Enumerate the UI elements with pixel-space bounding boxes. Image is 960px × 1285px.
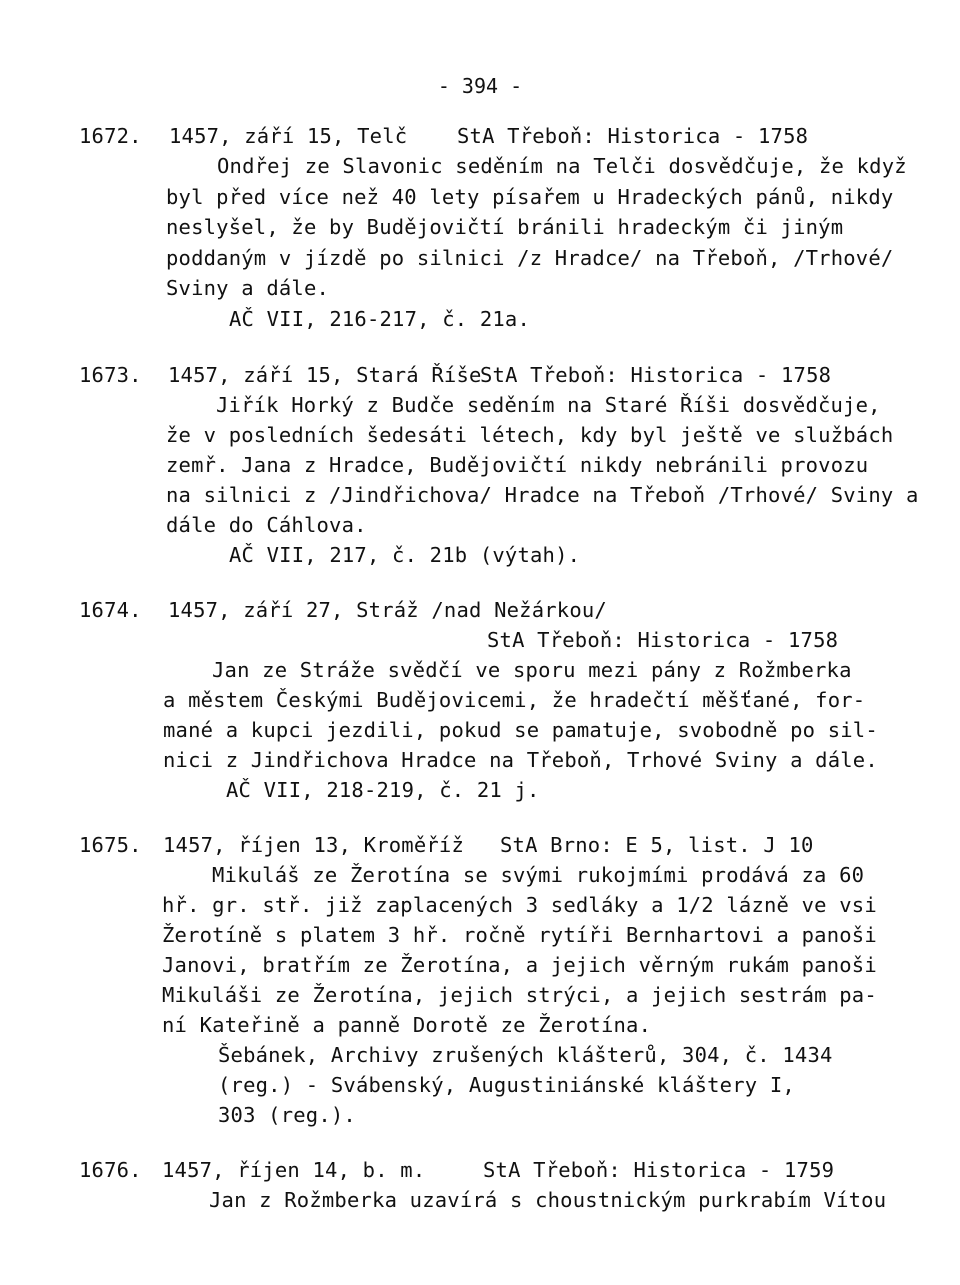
entry-1675-archive: StA Brno: E 5, list. J 10 bbox=[500, 833, 814, 857]
entry-1672-header: 1457, září 15, Telč bbox=[169, 124, 408, 148]
entry-1673-reference: AČ VII, 217, č. 21b (výtah). bbox=[229, 543, 581, 567]
entry-1674-number: 1674. bbox=[79, 598, 142, 622]
entry-1672-body-line: neslyšel, že by Budějovičtí bránili hradeckým či jiným bbox=[166, 215, 844, 239]
entry-1673-header: 1457, září 15, Stará Říše bbox=[168, 363, 482, 387]
entry-1673-body-line: zemř. Jana z Hradce, Budějovičtí nikdy nebránili provozu bbox=[166, 453, 869, 477]
entry-1673-archive: StA Třeboň: Historica - 1758 bbox=[480, 363, 832, 387]
entry-1675-body-line: Janovi, bratřím ze Žerotína, a jejich věrným rukám panoši bbox=[162, 953, 877, 977]
entry-1675-reference: (reg.) - Svábenský, Augustiniánské kláštery I, bbox=[218, 1073, 795, 1097]
entry-1673-number: 1673. bbox=[79, 363, 142, 387]
entry-1675-body-line: ní Kateřině a panně Dorotě ze Žerotína. bbox=[162, 1013, 652, 1037]
entry-1675-body-line: Mikuláši ze Žerotína, jejich strýci, a jejich sestrám pa- bbox=[162, 983, 877, 1007]
entry-1672-body-line: byl před více než 40 lety písařem u Hradeckých pánů, nikdy bbox=[166, 185, 894, 209]
entry-1674-body-line: nici z Jindřichova Hradce na Třeboň, Trhové Sviny a dále. bbox=[163, 748, 878, 772]
entry-1675-body-line: Žerotíně s platem 3 hř. ročně rytíři Bernhartovi a panoši bbox=[162, 923, 877, 947]
entry-1675-header: 1457, říjen 13, Kroměříž bbox=[163, 833, 465, 857]
entry-1674-body-line: a městem Českými Budějovicemi, že hradečtí měšťané, for- bbox=[163, 688, 866, 712]
entry-1675-body-line: Mikuláš ze Žerotína se svými rukojmími prodává za 60 bbox=[212, 863, 865, 887]
entry-1672-body-line: poddaným v jízdě po silnici /z Hradce/ na Třeboň, /Trhové/ bbox=[166, 246, 894, 270]
page-number: - 394 - bbox=[437, 74, 523, 98]
entry-1673-body-line: na silnici z /Jindřichova/ Hradce na Třeboň /Trhové/ Sviny a bbox=[166, 483, 919, 507]
entry-1673-body-line: dále do Cáhlova. bbox=[166, 513, 367, 537]
entry-1675-reference: 303 (reg.). bbox=[218, 1103, 356, 1127]
entry-1675-body-line: hř. gr. stř. již zaplacených 3 sedláky a 1/2 lázně ve vsi bbox=[162, 893, 877, 917]
entry-1676-body-line: Jan z Rožmberka uzavírá s choustnickým purkrabím Vítou bbox=[209, 1188, 887, 1212]
entry-1676-number: 1676. bbox=[79, 1158, 142, 1182]
entry-1674-body-line: mané a kupci jezdili, pokud se pamatuje, svobodně po sil- bbox=[163, 718, 878, 742]
entry-1673-body-line: Jiřík Horký z Budče seděním na Staré Říši dosvědčuje, bbox=[216, 393, 881, 417]
entry-1674-archive: StA Třeboň: Historica - 1758 bbox=[487, 628, 839, 652]
entry-1674-reference: AČ VII, 218-219, č. 21 j. bbox=[226, 778, 540, 802]
entry-1675-number: 1675. bbox=[79, 833, 142, 857]
entry-1673-body-line: že v posledních šedesáti létech, kdy byl ještě ve službách bbox=[166, 423, 894, 447]
entry-1674-header: 1457, září 27, Stráž /nad Nežárkou/ bbox=[168, 598, 607, 622]
entry-1672-body-line: Ondřej ze Slavonic seděním na Telči dosvědčuje, že když bbox=[217, 154, 907, 178]
entry-1672-number: 1672. bbox=[79, 124, 142, 148]
entry-1672-reference: AČ VII, 216-217, č. 21a. bbox=[229, 307, 531, 331]
entry-1676-header: 1457, říjen 14, b. m. bbox=[162, 1158, 426, 1182]
entry-1672-body-line: Sviny a dále. bbox=[166, 276, 330, 300]
entry-1674-body-line: Jan ze Stráže svědčí ve sporu mezi pány z Rožmberka bbox=[212, 658, 852, 682]
entry-1672-archive: StA Třeboň: Historica - 1758 bbox=[457, 124, 809, 148]
entry-1675-reference: Šebánek, Archivy zrušených klášterů, 304, č. 1434 bbox=[218, 1043, 833, 1067]
entry-1676-archive: StA Třeboň: Historica - 1759 bbox=[483, 1158, 835, 1182]
